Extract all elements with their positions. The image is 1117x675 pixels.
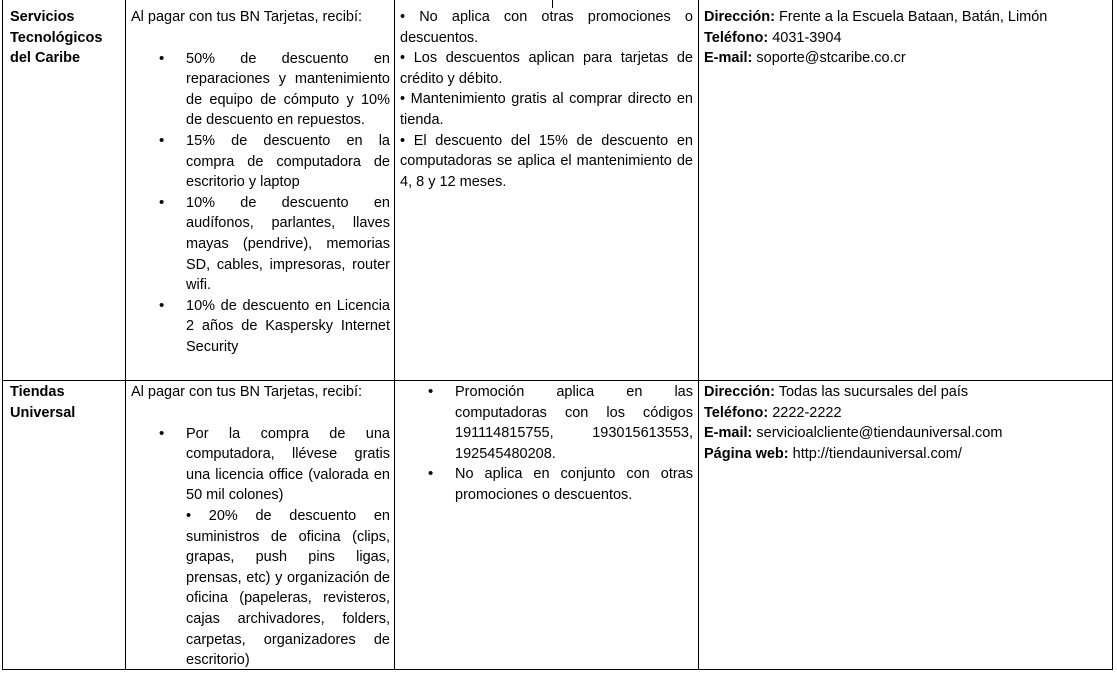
row-divider xyxy=(2,380,1113,381)
business-name-cell xyxy=(10,382,120,423)
phone-line xyxy=(704,28,1109,49)
phone-value: 4031-3904 xyxy=(772,29,842,46)
email-line xyxy=(704,423,1109,444)
benefits-cell xyxy=(131,7,391,358)
email-label: E-mail: xyxy=(704,425,753,442)
benefit-item: • 50% de descuento en reparaciones y mantenimiento de equipo de cómputo y 10% de descuento en repuestos. xyxy=(186,49,390,131)
benefits-cell xyxy=(131,382,391,671)
table-right-border xyxy=(1112,0,1113,670)
condition-item: • Los descuentos aplican para tarjetas de crédito y débito. xyxy=(400,50,693,87)
benefit-continuation: • 20% de descuento en suministros de oficina (clips, grapas, push pins ligas, prensas, etc) y organización de oficina (papeleras, revisteros, cajas archivadores, folders, carpetas, organizadores de escritorio) xyxy=(186,507,390,669)
column-divider xyxy=(125,0,126,670)
web-label: Página web: xyxy=(704,445,789,462)
address-value: Todas las sucursales del país xyxy=(778,384,969,400)
business-name-line: Universal xyxy=(10,404,76,421)
benefit-item: • 10% de descuento en audífonos, parlantes, llaves mayas (pendrive), memorias SD, cables, impresoras, router wifi. xyxy=(186,193,390,296)
benefits-list xyxy=(186,424,390,506)
column-divider xyxy=(698,0,699,670)
address-label: Dirección: xyxy=(704,9,775,25)
address-line xyxy=(704,382,1109,403)
benefit-item: • Por la compra de una computadora, llévese gratis una licencia office (valorada en 50 mil colones) xyxy=(186,424,390,506)
web-value[interactable]: http://tiendauniversal.com/ xyxy=(792,445,962,462)
conditions-list xyxy=(455,382,693,506)
business-name-cell xyxy=(10,7,120,69)
condition-item: • No aplica con otras promociones o descuentos. xyxy=(400,9,693,46)
benefits-list xyxy=(186,49,390,358)
phone-value: 2222-2222 xyxy=(772,404,842,421)
conditions-cell xyxy=(400,7,693,192)
web-line xyxy=(704,444,1109,465)
business-name-line: Tecnológicos xyxy=(10,29,103,46)
benefits-intro: Al pagar con tus BN Tarjetas, recibí: xyxy=(131,9,363,25)
condition-item: • No aplica en conjunto con otras promociones o descuentos. xyxy=(455,464,693,505)
table-left-border xyxy=(2,0,3,670)
condition-item: • Promoción aplica en las computadoras con los códigos 191114815755, 193015613553, 192545480208. xyxy=(455,382,693,464)
address-line xyxy=(704,7,1109,28)
email-label: E-mail: xyxy=(704,50,753,67)
contact-cell xyxy=(704,382,1109,464)
phone-label: Teléfono: xyxy=(704,29,769,46)
email-value: servicioalcliente@tiendauniversal.com xyxy=(756,425,1003,442)
business-name-line: del Caribe xyxy=(10,50,81,67)
email-value: soporte@stcaribe.co.cr xyxy=(756,50,906,67)
benefit-item: • 15% de descuento en la compra de computadora de escritorio y laptop xyxy=(186,131,390,193)
contact-cell xyxy=(704,7,1109,69)
business-name-line: Tiendas xyxy=(10,384,65,400)
phone-label: Teléfono: xyxy=(704,404,769,421)
benefit-item: • 10% de descuento en Licencia 2 años de Kaspersky Internet Security xyxy=(186,296,390,358)
address-label: Dirección: xyxy=(704,384,775,400)
business-name-line: Servicios xyxy=(10,9,75,25)
address-value: Frente a la Escuela Bataan, Batán, Limón xyxy=(778,9,1048,25)
email-line xyxy=(704,48,1109,69)
conditions-cell xyxy=(455,382,693,506)
phone-line xyxy=(704,403,1109,424)
condition-item: • El descuento del 15% de descuento en computadoras se aplica el mantenimiento de 4, 8 y 12 meses. xyxy=(400,132,693,190)
condition-item: • Mantenimiento gratis al comprar directo en tienda. xyxy=(400,91,693,128)
column-divider xyxy=(394,0,395,670)
benefits-intro: Al pagar con tus BN Tarjetas, recibí: xyxy=(131,384,363,400)
